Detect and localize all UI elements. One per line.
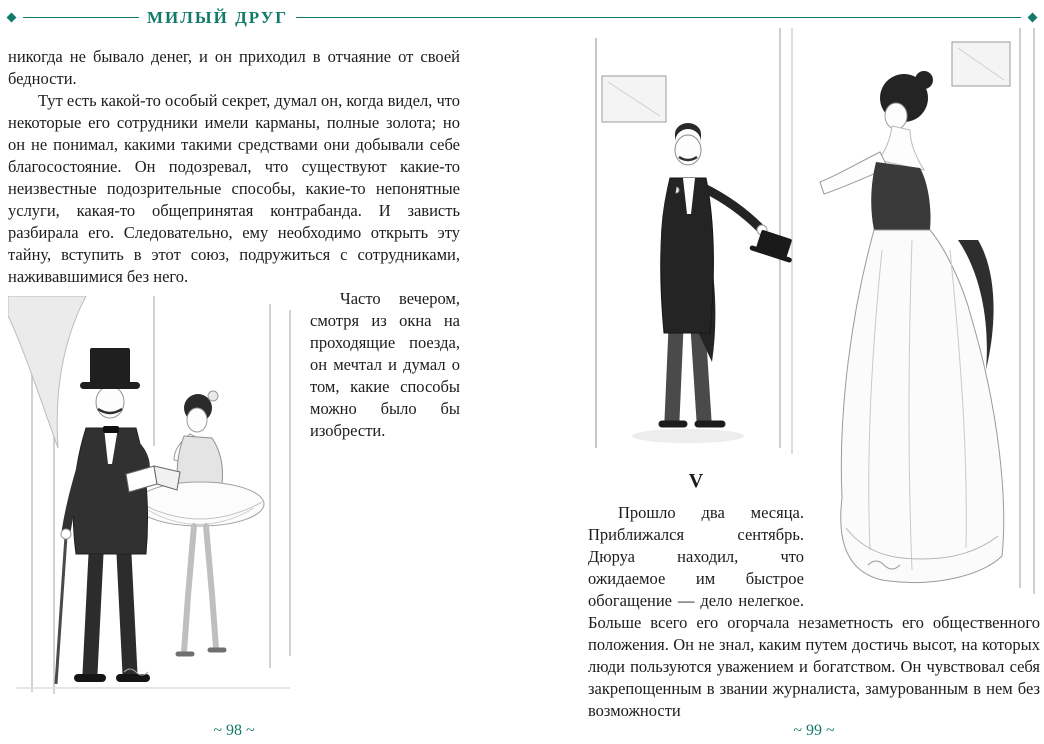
woman-in-gown-icon bbox=[812, 28, 1040, 594]
ballerina-figure bbox=[136, 391, 264, 654]
book-title: МИЛЫЙ ДРУГ bbox=[147, 7, 289, 27]
woman-figure bbox=[820, 71, 1004, 583]
header-ornament-left-icon bbox=[7, 12, 17, 22]
paragraph-continuation: никогда не бывало денег, и он приходил в отчаяние от своей бедности. bbox=[8, 47, 460, 88]
page-number-right: ~ 99 ~ bbox=[793, 722, 835, 739]
man-in-tailcoat-icon bbox=[588, 28, 802, 458]
header-ornament-right-icon bbox=[1028, 12, 1038, 22]
paragraph: Тут есть какой-то особый секрет, думал он, когда видел, что некоторые его сотрудники имели карманы, полные золота; но он не понимал, какими такими средствами они добывали себе благосостояние. Он подозревал, что существуют какие-то неизвестные подозрительные способы, какие-то непонятные услуги, какая-то общепринятая контрабанда. И зависть разбирала его. Следовательно, ему необходимо открыть эту тайну, вступить в этот союз, подружиться с сотрудниками, наживавшимися без него. bbox=[8, 91, 460, 286]
running-header bbox=[8, 5, 1036, 29]
header-rule-left bbox=[23, 17, 139, 18]
curtain bbox=[8, 296, 86, 448]
header-rule-right bbox=[296, 17, 1021, 18]
page-number-left: ~ 98 ~ bbox=[213, 722, 255, 739]
man-reading-and-ballerina-icon bbox=[8, 296, 298, 696]
paragraph: Прошло два месяца. Приближался сентябрь. Дюруа находил, что ожидаемое им быстрое обогащение — дело нелегкое. Больше всего его огорчала незаметность его общественного положения. Он не знал, каким путем достичь высот, на которых люди пользуются уважением и богатством. Он чувствовал себя закрепощенным в звании журналиста, замурованным в нем без возможности bbox=[588, 503, 1040, 720]
chapter-heading: V bbox=[688, 470, 704, 492]
illustration-woman-in-gown bbox=[812, 28, 1040, 594]
page-right bbox=[588, 28, 1040, 742]
illustration-man-reading-with-ballerina bbox=[8, 296, 298, 696]
page-left bbox=[8, 46, 460, 742]
paragraph: Часто вечером, смотря из окна на проходящие поезда, он мечтал и думал о том, какие способы можно было бы изобрести. bbox=[310, 289, 460, 440]
illustration-man-in-tailcoat bbox=[588, 28, 804, 458]
door-frame bbox=[1020, 28, 1034, 594]
man-figure bbox=[632, 123, 798, 443]
